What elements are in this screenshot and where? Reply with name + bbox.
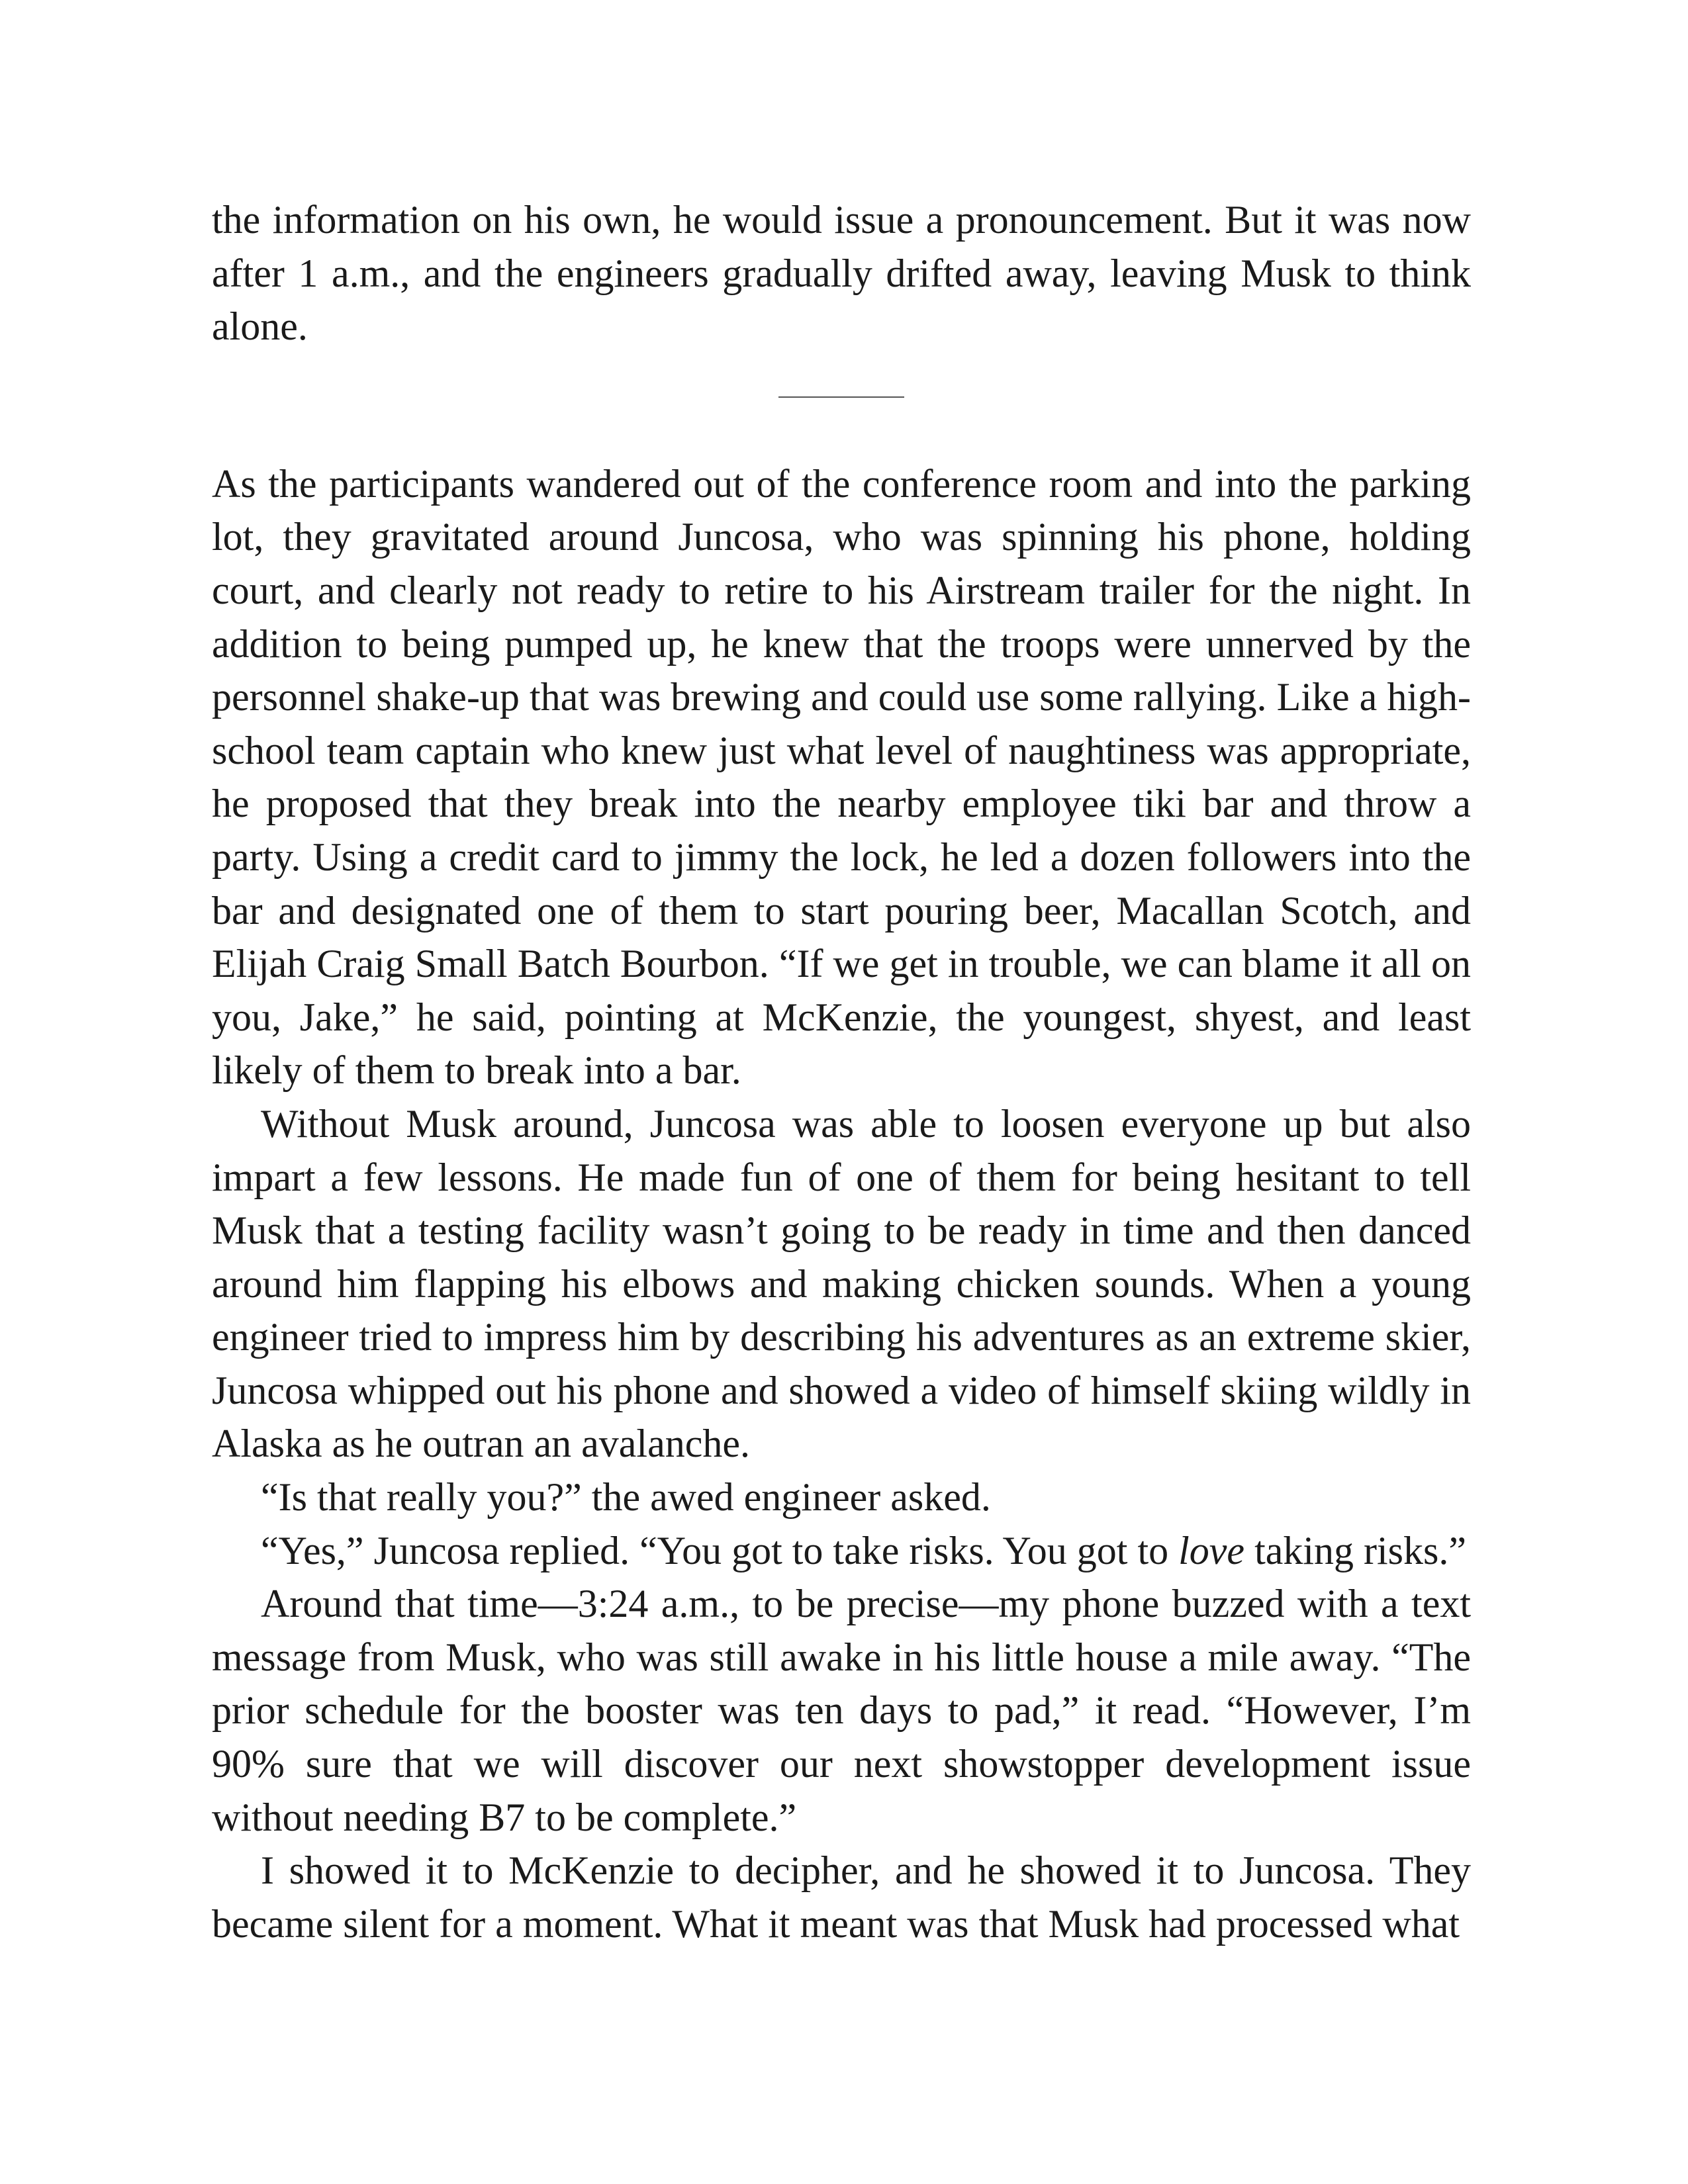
paragraph-take-risks xyxy=(212,1524,1471,1578)
paragraph-continued: the information on his own, he would issue a pronouncement. But it was now after 1 a.m., and the engineers gradually drifted away, leaving Musk to think alone. xyxy=(212,198,1471,349)
section-break-rule xyxy=(778,396,904,398)
book-page xyxy=(212,193,1471,1950)
paragraph-parking-lot: As the participants wandered out of the conference room and into the parking lot, they gravitated around Juncosa, who was spinning his phone, holding court, and clearly not ready to retire to his Airstream trailer for the night. In addition to being pumped up, he knew that the troops were unnerved by the personnel shake-up that was brewing and could use some rallying. Like a high-school team captain who knew just what level of naughtiness was appropriate, he proposed that they break into the nearby employee tiki bar and throw a party. Using a credit card to jimmy the lock, he led a dozen followers into the bar and designated one of them to start pouring beer, Macallan Scotch, and Elijah Craig Small Batch Bourbon. “If we get in trouble, we can blame it all on you, Jake,” he said, pointing at McKenzie, the youngest, shyest, and least likely of them to break into a bar. xyxy=(212,461,1471,1093)
quote-text-start: “Yes,” Juncosa replied. “You got to take risks. You got to xyxy=(261,1528,1179,1572)
paragraph-is-that-you: “Is that really you?” the awed engineer asked. xyxy=(261,1475,991,1520)
quote-text-end: taking risks.” xyxy=(1244,1528,1467,1572)
emphasized-word: love xyxy=(1178,1528,1245,1572)
paragraph-decipher: I showed it to McKenzie to decipher, and he showed it to Juncosa. They became silent for a moment. What it meant was that Musk had processed what xyxy=(212,1848,1471,1946)
paragraph-text-message: Around that time—3:24 a.m., to be precise—my phone buzzed with a text message from Musk, who was still awake in his little house a mile away. “The prior schedule for the booster was ten days to pad,” it read. “However, I’m 90% sure that we will discover our next showstopper development issue without needing B7 to be complete.” xyxy=(212,1582,1471,1839)
paragraph-without-musk: Without Musk around, Juncosa was able to loosen everyone up but also impart a few lessons. He made fun of one of them for being hesitant to tell Musk that a testing facility wasn’t going to be ready in time and then danced around him flapping his elbows and making chicken sounds. When a young engineer tried to impress him by describing his adventures as an extreme skier, Juncosa whipped out his phone and showed a video of himself skiing wildly in Alaska as he outran an avalanche. xyxy=(212,1101,1471,1466)
